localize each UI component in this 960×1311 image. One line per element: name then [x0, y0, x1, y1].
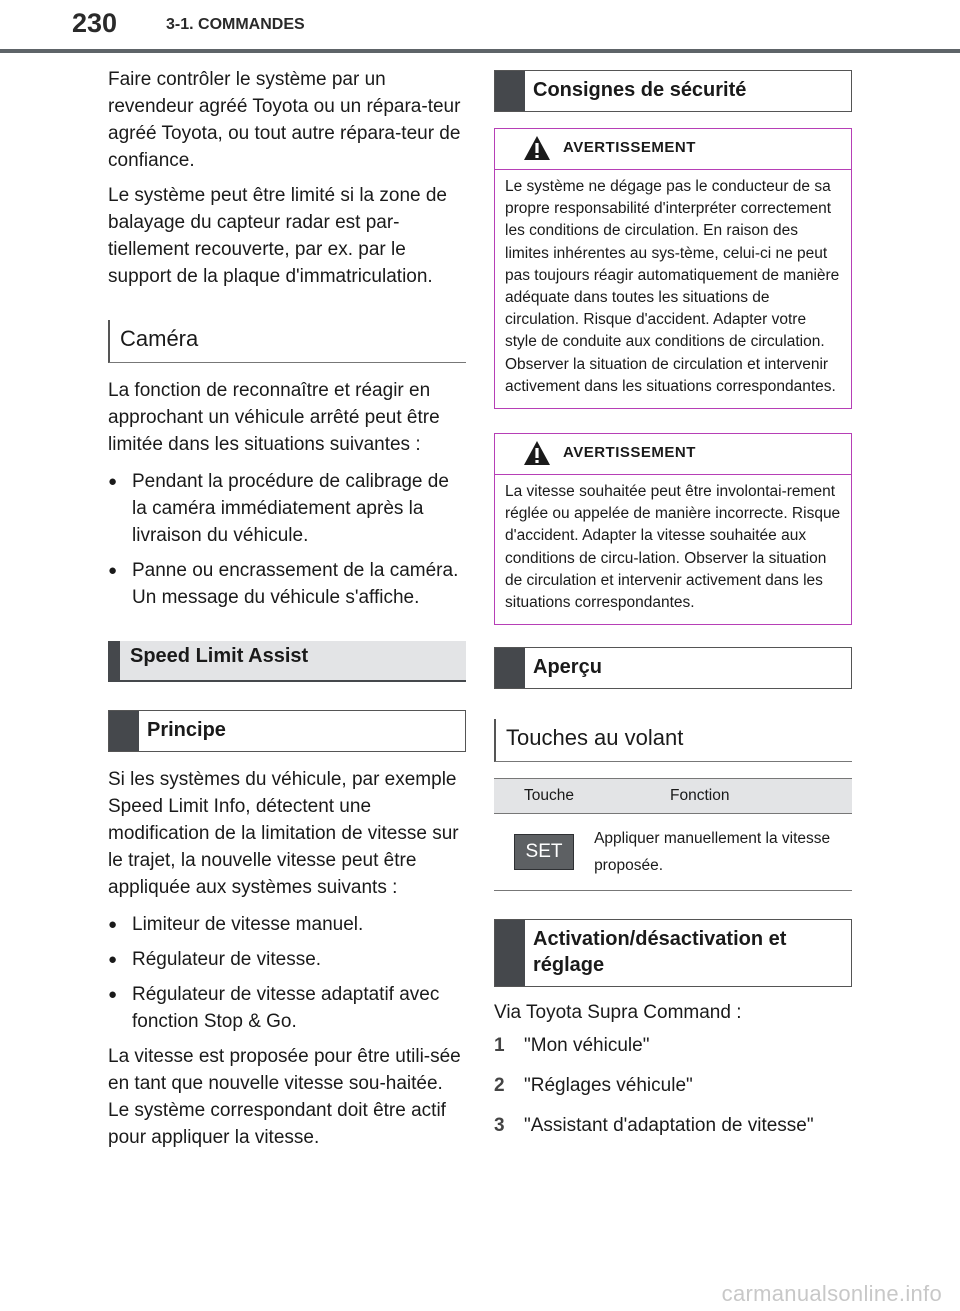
step-text: "Réglages véhicule" [524, 1075, 693, 1097]
warning-header [495, 129, 851, 170]
warning-box-1 [494, 128, 852, 409]
apercu-heading-text: Aperçu [533, 656, 602, 679]
set-key-icon: SET [514, 834, 574, 870]
list-item: ● Limiteur de vitesse manuel. [108, 911, 466, 938]
speed-limit-assist-heading: Speed Limit Assist [108, 641, 466, 682]
list-item [494, 1032, 852, 1059]
warning-triangle-icon [523, 135, 551, 161]
page-number: 230 [72, 8, 118, 38]
page-header [0, 0, 960, 52]
principe-heading-text: Principe [147, 719, 226, 741]
warning-box-2 [494, 433, 852, 625]
warning-title: AVERTISSEMENT [563, 139, 696, 156]
header-rule [0, 49, 960, 53]
list-item: ● Régulateur de vitesse adaptatif avec fonction Stop & Go. [108, 981, 466, 1035]
list-item: ● Panne ou encrassement de la caméra. Un message du véhicule s'affiche. [108, 557, 466, 611]
right-column [494, 70, 852, 1152]
activation-heading-text: Activation/désactivation et réglage [533, 928, 787, 977]
function-cell: Appliquer manuellement la vitesse proposée. [594, 830, 831, 875]
heading-bar [495, 648, 525, 688]
column-header-fonction: Fonction [670, 787, 730, 805]
warning-text: La vitesse souhaitée peut être involontai-rement réglée ou appelée de manière incorrecte. Risque d'accident. Adapter la vitesse souhaitée aux conditions de circu-lation. Observer la situation de circulation et intervenir activement dans les situations correspondantes. [505, 483, 841, 612]
step-text: "Mon véhicule" [524, 1035, 650, 1057]
step-number: 2 [494, 1075, 505, 1097]
warning-header [495, 434, 851, 475]
step-text: "Assistant d'adaptation de vitesse" [524, 1115, 814, 1137]
warning-title: AVERTISSEMENT [563, 444, 696, 462]
heading-bar [495, 71, 525, 111]
step-number: 1 [494, 1035, 505, 1057]
keys-table [494, 778, 852, 891]
closing-paragraph: La vitesse est proposée pour être utili-sée en tant que nouvelle vitesse sou-haitée. Le système correspondant doit être actif pour appliquer la vitesse. [108, 1046, 461, 1148]
list-item: ● Pendant la procédure de calibrage de la caméra immédiatement après la livraison du véhicule. [108, 468, 466, 549]
principe-heading [108, 710, 466, 752]
safety-heading-text: Consignes de sécurité [533, 79, 747, 101]
apercu-heading [494, 647, 852, 689]
key-cell [494, 834, 594, 870]
warning-triangle-icon [523, 440, 551, 466]
column-header-touche: Touche [524, 787, 574, 805]
intro-paragraph-2: Le système peut être limité si la zone de balayage du capteur radar est par-tiellement recouverte, par ex. par le support de la plaque d'immatriculation. [108, 185, 448, 287]
principe-bullet-list [108, 911, 466, 1035]
camera-bullet-list [108, 468, 466, 611]
principe-paragraph: Si les systèmes du véhicule, par exemple Speed Limit Info, détectent une modification de la limitation de vitesse sur le trajet, la nouvelle vitesse peut être appliquée aux systèmes suivants : [108, 769, 459, 898]
list-item [494, 1072, 852, 1099]
touches-heading: Touches au volant [494, 719, 852, 762]
camera-paragraph: La fonction de reconnaître et réagir en approchant un véhicule arrêté peut être limitée dans les situations suivantes : [108, 380, 440, 455]
intro-paragraph-1: Faire contrôler le système par un revendeur agréé Toyota ou un répara-teur agréé Toyota, ou tout autre répara-teur de confiance. [108, 69, 461, 171]
section-title: 3-1. COMMANDES [166, 16, 305, 33]
left-column [108, 66, 466, 1159]
camera-heading: Caméra [108, 320, 466, 363]
table-row [494, 814, 852, 891]
watermark: carmanualsonline.info [721, 1281, 942, 1306]
via-text: Via Toyota Supra Command : [494, 1002, 742, 1024]
steps-list [494, 1032, 852, 1139]
warning-text: Le système ne dégage pas le conducteur de sa propre responsabilité d'interpréter correctement les conditions de circulation. En raison des limites inhérentes au sys-tème, celui-ci ne peut pas toujours réagir automatiquement de manière adéquate dans toutes les situations de circulation. Risque d'accident. Adapter votre style de conduite aux conditions de circulation. Observer la situation de circulation et intervenir activement dans les situations correspondantes. [505, 178, 840, 395]
table-header [494, 779, 852, 814]
heading-bar [109, 711, 139, 751]
activation-heading [494, 919, 852, 987]
list-item: ● Régulateur de vitesse. [108, 946, 466, 973]
heading-bar [495, 920, 525, 986]
step-number: 3 [494, 1115, 505, 1137]
safety-heading [494, 70, 852, 112]
list-item [494, 1112, 852, 1139]
